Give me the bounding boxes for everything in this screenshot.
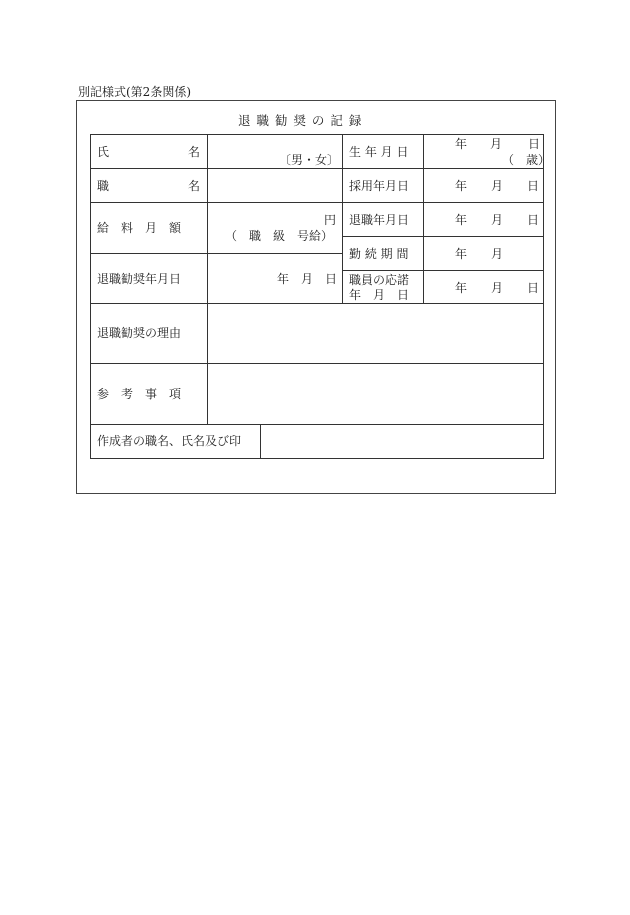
birth-month-unit: 月 xyxy=(490,137,503,151)
hire-date-units: 年 月 日 xyxy=(455,179,540,193)
form-title: 退 職 勧 奨 の 記 録 xyxy=(238,113,363,128)
salary-value-cell[interactable] xyxy=(207,202,343,254)
gender-selector[interactable]: 〔男・女〕 xyxy=(279,153,340,167)
retire-date-units: 年 月 日 xyxy=(455,213,540,227)
response-label-bottom: 年 月 日 xyxy=(349,288,410,302)
birth-year-unit: 年 xyxy=(455,137,468,151)
form-reference-note: 別記様式(第2条関係) xyxy=(78,85,191,99)
reason-value-cell[interactable] xyxy=(207,303,544,364)
birth-label: 生 年 月 日 xyxy=(349,145,409,159)
birth-day-unit: 日 xyxy=(528,137,541,151)
recommend-date-units: 年 月 日 xyxy=(277,272,338,286)
position-label-left: 職 xyxy=(97,179,110,193)
hire-label: 採用年月日 xyxy=(349,179,410,193)
reference-value-cell[interactable] xyxy=(207,363,544,425)
salary-label: 給 料 月 額 xyxy=(97,221,182,235)
salary-yen-unit: 円 xyxy=(324,213,337,227)
response-label-top: 職員の応諾 xyxy=(349,273,410,287)
service-label: 勤 続 期 間 xyxy=(349,247,409,261)
position-value-cell[interactable] xyxy=(207,168,343,203)
retire-label: 退職年月日 xyxy=(349,213,410,227)
name-label-right: 名 xyxy=(188,145,201,159)
service-period-units: 年 月 xyxy=(455,247,504,261)
reason-label: 退職勧奨の理由 xyxy=(97,326,182,340)
author-label: 作成者の職名、氏名及び印 xyxy=(97,434,242,448)
age-field: （ 歳） xyxy=(502,153,551,167)
author-value-cell[interactable] xyxy=(260,424,544,459)
position-label-right: 名 xyxy=(188,179,201,193)
reference-label: 参 考 事 項 xyxy=(97,387,182,401)
name-label-left: 氏 xyxy=(97,145,110,159)
salary-grade-field: （ 職 級 号給） xyxy=(225,229,334,243)
recommend-date-label: 退職勧奨年月日 xyxy=(97,272,182,286)
response-date-units: 年 月 日 xyxy=(455,281,540,295)
